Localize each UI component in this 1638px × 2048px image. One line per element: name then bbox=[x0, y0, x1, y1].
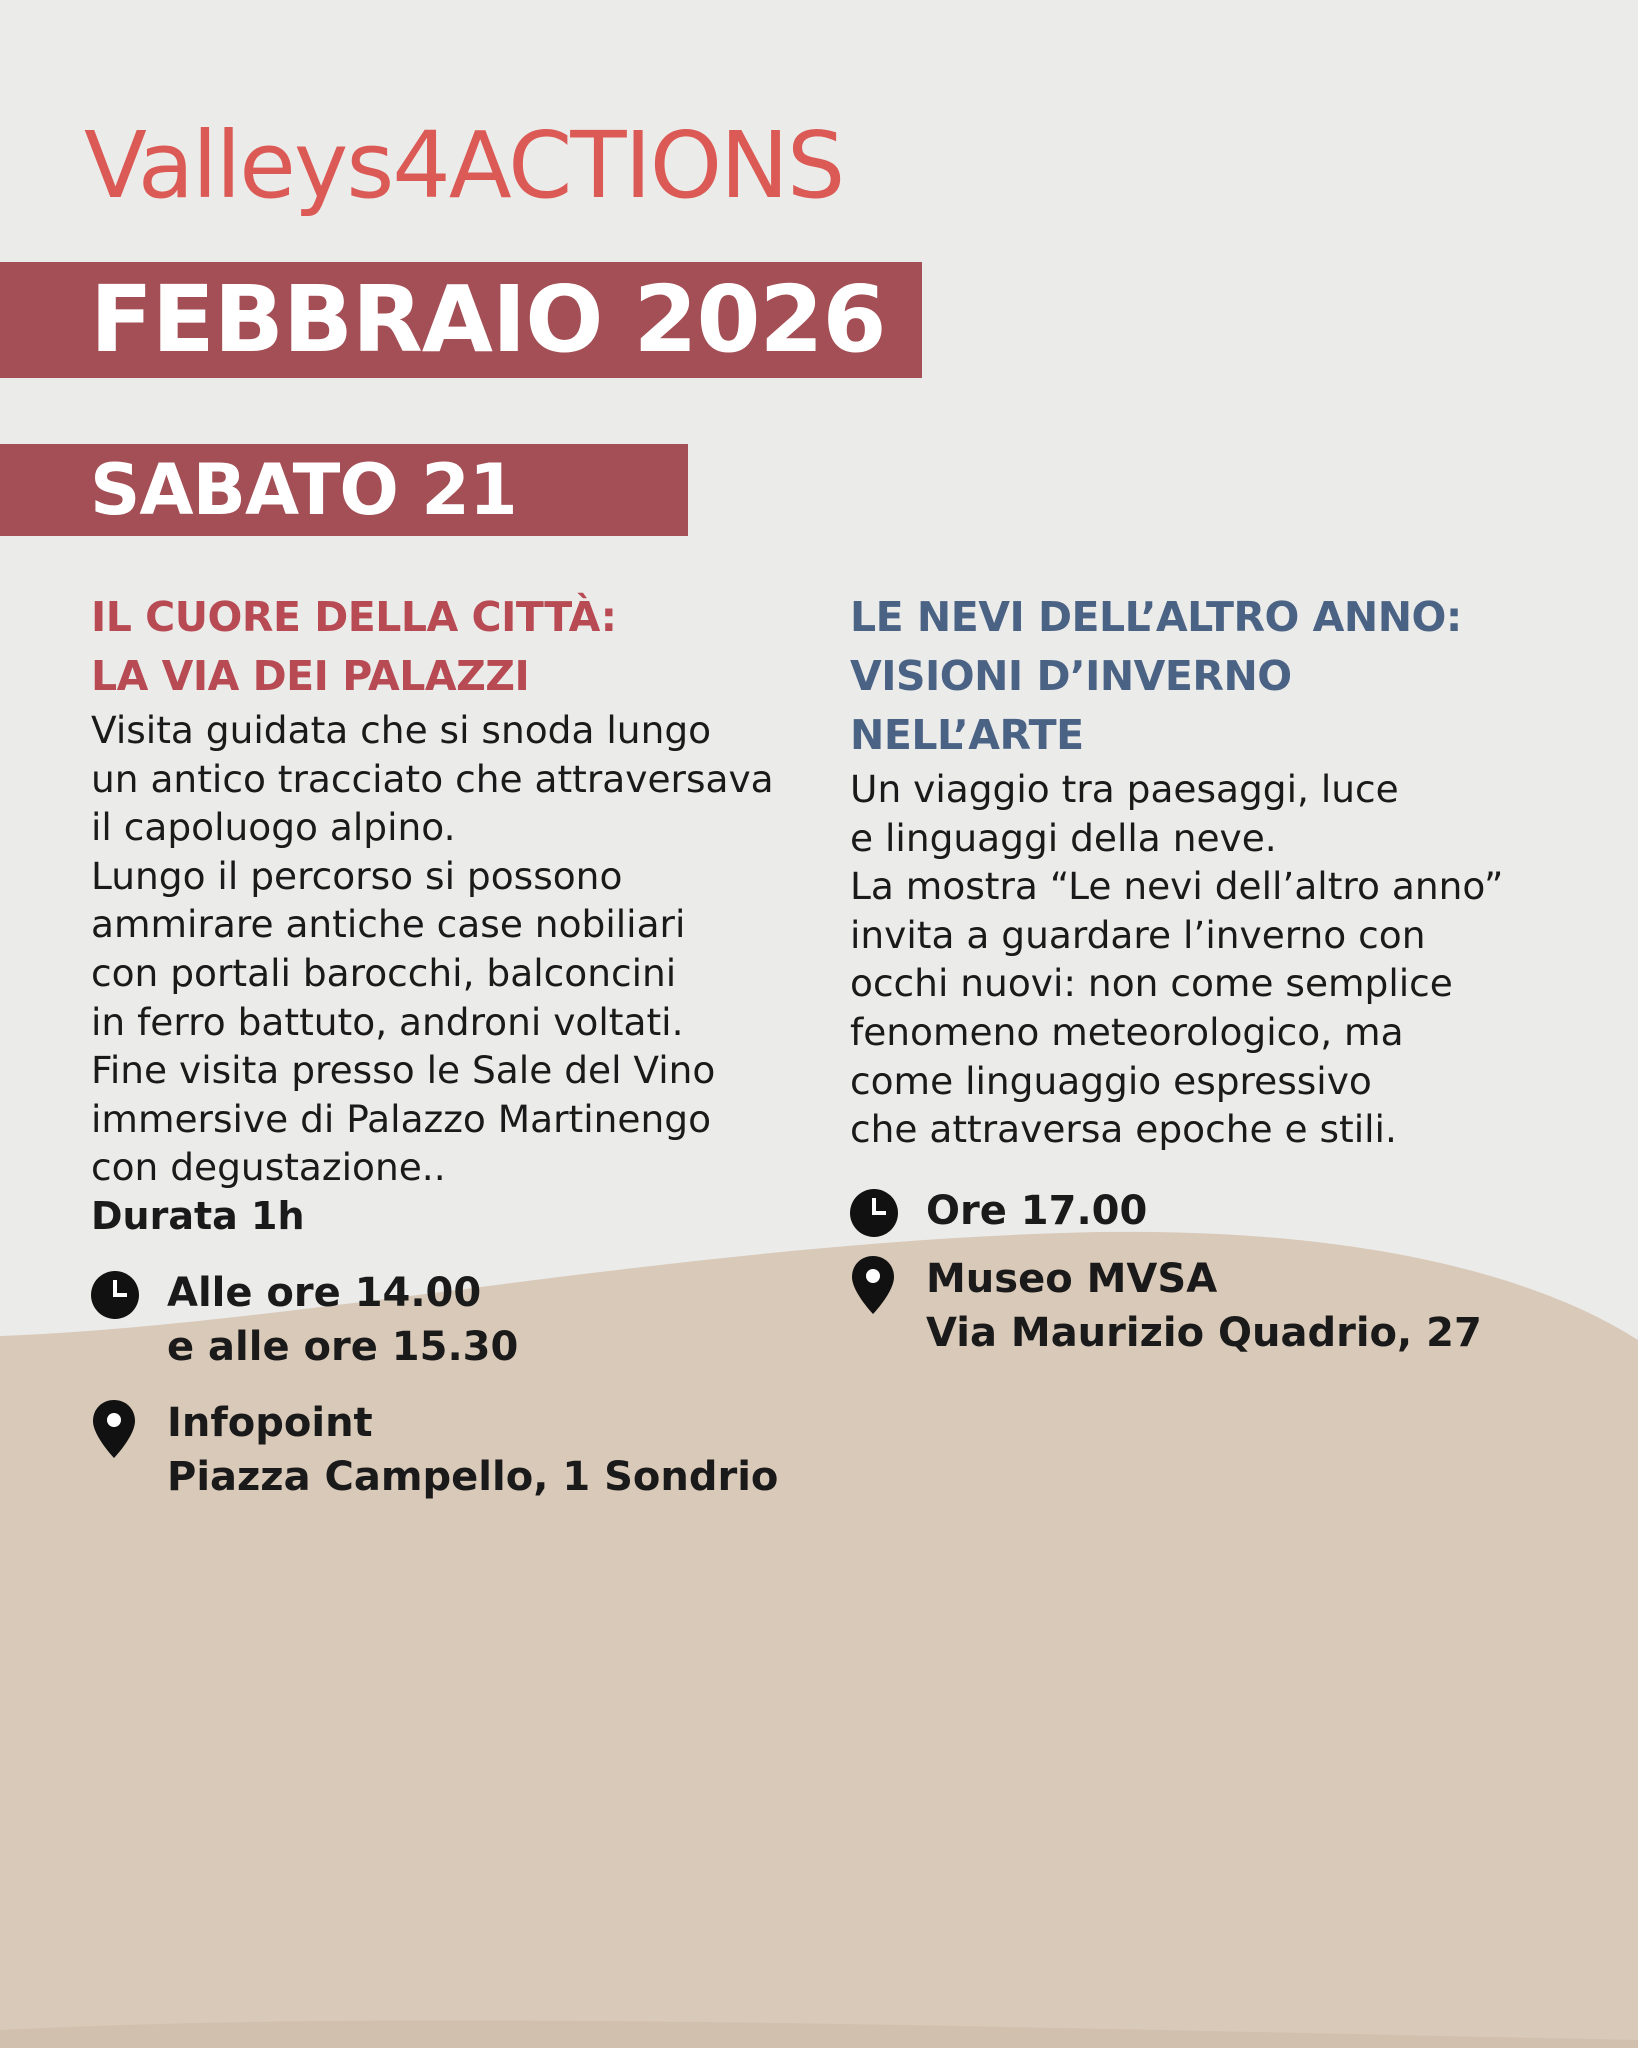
description-line: occhi nuovi: non come semplice bbox=[850, 961, 1453, 1006]
map-pin-icon bbox=[93, 1400, 135, 1458]
event-place bbox=[91, 1396, 831, 1504]
clock-icon bbox=[850, 1189, 898, 1237]
event-title-line: LE NEVI DELL’ALTRO ANNO: bbox=[850, 593, 1462, 641]
place-line: Piazza Campello, 1 Sondrio bbox=[167, 1453, 779, 1500]
event-place bbox=[850, 1252, 1630, 1360]
event-left bbox=[91, 588, 831, 1504]
place-line: Via Maurizio Quadrio, 27 bbox=[926, 1309, 1482, 1356]
description-line: il capoluogo alpino. bbox=[91, 805, 456, 850]
event-time bbox=[91, 1266, 831, 1374]
time-line: Ore 17.00 bbox=[926, 1187, 1148, 1234]
description-line: Un viaggio tra paesaggi, luce bbox=[850, 767, 1399, 811]
description-line: Lungo il percorso si possono bbox=[91, 853, 623, 898]
description-line: e linguaggi della neve. bbox=[850, 815, 1277, 860]
description-line: invita a guardare l’inverno con bbox=[850, 912, 1426, 957]
description-line: immersive di Palazzo Martinengo bbox=[91, 1096, 712, 1141]
event-right bbox=[850, 588, 1630, 1360]
event-title-line: NELL’ARTE bbox=[850, 711, 1084, 759]
time-line: Alle ore 14.00 bbox=[167, 1269, 482, 1316]
event-title bbox=[91, 588, 831, 706]
day-banner: SABATO 21 bbox=[0, 444, 688, 536]
event-title-line: LA VIA DEI PALAZZI bbox=[91, 652, 530, 700]
month-banner: FEBBRAIO 2026 bbox=[0, 262, 922, 378]
event-title-line: VISIONI D’INVERNO bbox=[850, 652, 1292, 700]
time-line: e alle ore 15.30 bbox=[167, 1323, 519, 1370]
event-title-line: IL CUORE DELLA CITTÀ: bbox=[91, 593, 617, 641]
description-line: ammirare antiche case nobiliari bbox=[91, 902, 686, 947]
event-description bbox=[850, 765, 1630, 1154]
description-line: in ferro battuto, androni voltati. bbox=[91, 999, 684, 1044]
event-description bbox=[91, 706, 831, 1192]
event-title bbox=[850, 588, 1630, 765]
clock-icon bbox=[91, 1271, 139, 1319]
description-line: un antico tracciato che attraversava bbox=[91, 756, 774, 801]
place-line: Museo MVSA bbox=[926, 1255, 1218, 1302]
description-line: La mostra “Le nevi dell’altro anno” bbox=[850, 864, 1504, 909]
description-line: con portali barocchi, balconcini bbox=[91, 950, 677, 995]
event-duration: Durata 1h bbox=[91, 1193, 305, 1238]
place-line: Infopoint bbox=[167, 1399, 373, 1446]
brand-title: Valleys4ACTIONS bbox=[84, 112, 844, 219]
map-pin-icon bbox=[852, 1256, 894, 1314]
description-line: Fine visita presso le Sale del Vino bbox=[91, 1048, 716, 1093]
description-line: come linguaggio espressivo bbox=[850, 1058, 1372, 1103]
event-time bbox=[850, 1184, 1630, 1238]
description-line: Visita guidata che si snoda lungo bbox=[91, 708, 712, 752]
description-line: fenomeno meteorologico, ma bbox=[850, 1009, 1404, 1054]
description-line: che attraversa epoche e stili. bbox=[850, 1107, 1397, 1152]
description-line: con degustazione.. bbox=[91, 1145, 446, 1190]
